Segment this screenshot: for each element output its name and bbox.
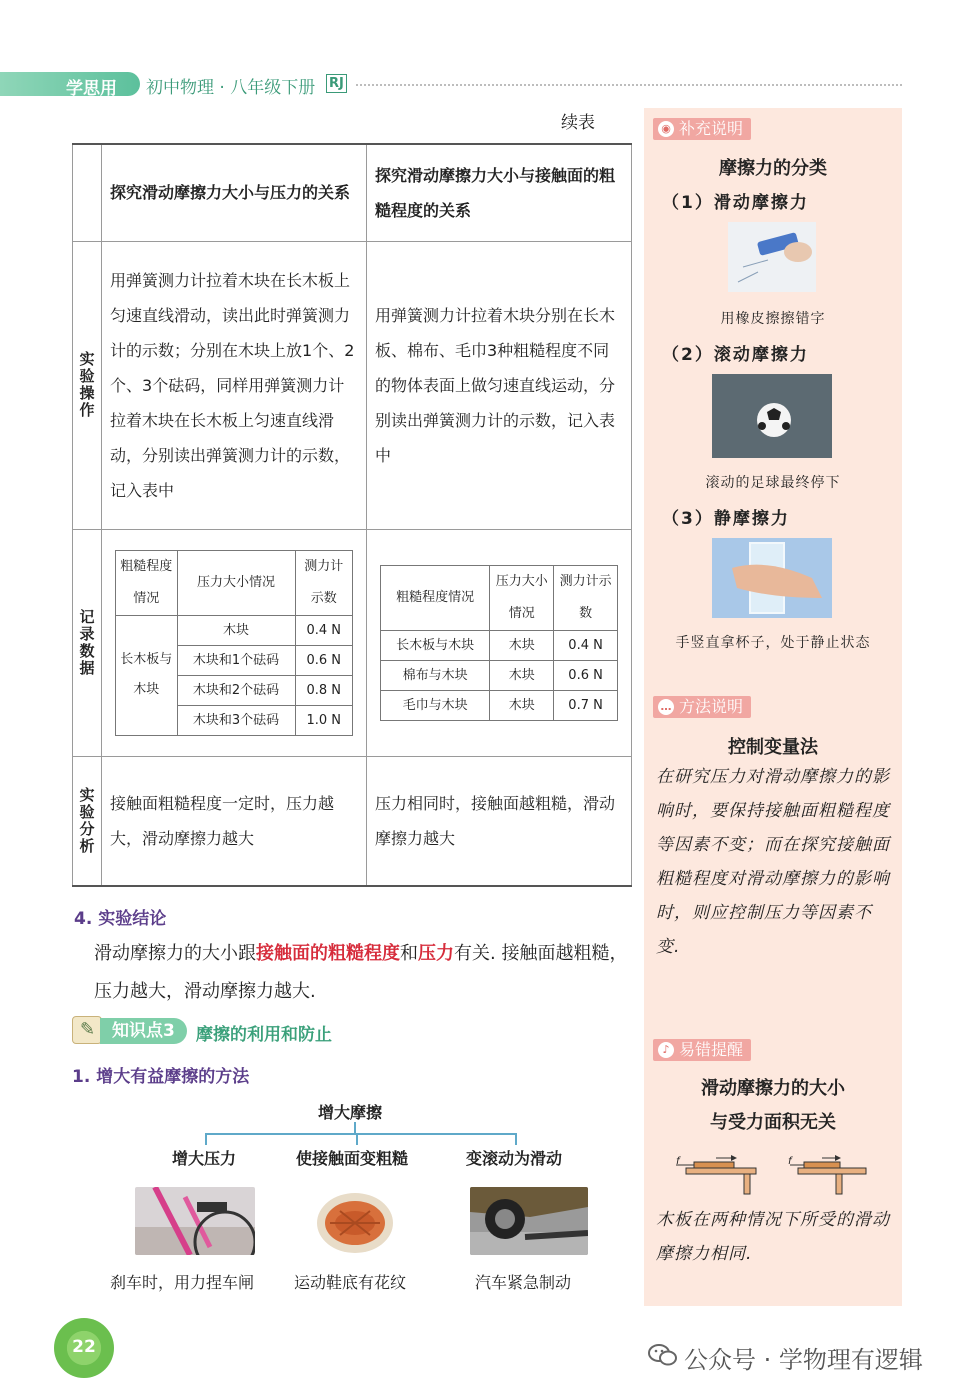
tree-connector-mid — [356, 1133, 358, 1145]
warning-title-line2: 与受力面积无关 — [710, 1112, 836, 1133]
record2-reading-2: 0.7 N — [554, 690, 618, 720]
conclusion-heading: 4. 实验结论 — [74, 909, 167, 929]
experiment-table — [72, 143, 632, 887]
col-header-roughness: 探究滑动摩擦力大小与接触面的粗糙程度的关系 — [367, 144, 632, 241]
header-divider — [356, 84, 902, 86]
knowledge-point-title: 摩擦的利用和防止 — [196, 1025, 332, 1045]
record1-reading-0: 0.4 N — [295, 615, 353, 645]
analysis-col2: 压力相同时，接触面越粗糙，滑动摩擦力越大 — [367, 756, 632, 886]
bell-icon: ♪ — [658, 1042, 674, 1058]
wechat-icon — [648, 1342, 678, 1368]
record2-header-surface: 粗糙程度情况 — [381, 565, 490, 630]
friction-type-2: （2）滚动摩擦力 — [662, 345, 809, 365]
record-table-pressure — [115, 550, 353, 736]
record1-surface-cell: 长木板与木块 — [116, 615, 178, 735]
board-diagram-right — [790, 1158, 866, 1194]
tag-supplement-label: 补充说明 — [679, 119, 744, 138]
record2-reading-1: 0.6 N — [554, 660, 618, 690]
record1-header-pressure: 压力大小情况 — [177, 550, 295, 615]
section1-heading: 1. 增大有益摩擦的方法 — [72, 1067, 250, 1087]
warning-text: 木板在两种情况下所受的滑动摩擦力相同. — [656, 1210, 890, 1264]
record-table-roughness — [380, 565, 618, 721]
tag-supplement — [653, 118, 751, 140]
operation-col2: 用弹簧测力计拉着木块分别在长木板、棉布、毛巾3种粗糙程度不同的物体表面上做匀速直线运动，分别读出弹簧测力计的示数，记入表中 — [367, 241, 632, 529]
row-label-operation: 实验操作 — [73, 241, 102, 529]
record1-header-surface: 粗糙程度情况 — [116, 550, 178, 615]
record2-pressure-1: 木块 — [490, 660, 554, 690]
info-icon: ◉ — [658, 121, 674, 137]
knowledge-point-label: 知识点3 — [100, 1018, 187, 1044]
tag-warning — [653, 1039, 751, 1061]
warning-title-line1: 滑动摩擦力的大小 — [701, 1078, 845, 1099]
friction-type-1: （1）滑动摩擦力 — [662, 193, 809, 213]
tree-connector-left — [205, 1133, 207, 1145]
tag-warning-label: 易错提醒 — [679, 1040, 744, 1059]
record1-pressure-2: 木块和2个砝码 — [177, 675, 295, 705]
col-header-pressure: 探究滑动摩擦力大小与压力的关系 — [102, 144, 367, 241]
board-diagram — [672, 1150, 872, 1198]
football-photo — [712, 374, 832, 458]
conclusion-part2: 和 — [400, 943, 418, 964]
record2-pressure-0: 木块 — [490, 630, 554, 660]
friction-caption-3: 手竖直拿杯子，处于静止状态 — [675, 635, 871, 651]
force-label-left: f — [676, 1156, 680, 1167]
eraser-photo — [728, 222, 816, 292]
caption-brake: 刹车时，用力捏车闸 — [110, 1273, 255, 1292]
record1-reading-2: 0.8 N — [295, 675, 353, 705]
row-label-data: 记录数据 — [73, 529, 102, 756]
caption-car: 汽车紧急制动 — [475, 1273, 572, 1292]
record2-header-pressure: 压力大小情况 — [490, 565, 554, 630]
bicycle-brake-photo — [135, 1187, 255, 1255]
force-label-right: f — [788, 1156, 792, 1167]
analysis-col1: 接触面粗糙程度一定时，压力越大，滑动摩擦力越大 — [102, 756, 367, 886]
friction-caption-2: 滚动的足球最终停下 — [705, 475, 841, 491]
sneaker-sole-photo — [300, 1187, 410, 1257]
board-diagram-left — [676, 1158, 756, 1194]
method-title: 控制变量法 — [728, 737, 818, 758]
record2-header-reading: 测力计示数 — [554, 565, 618, 630]
tree-connector-right — [515, 1133, 517, 1145]
car-braking-photo — [470, 1187, 588, 1255]
conclusion-highlight-pressure: 压力 — [418, 943, 454, 964]
tag-method-label: 方法说明 — [679, 697, 744, 716]
conclusion-part1: 滑动摩擦力的大小跟 — [94, 943, 256, 964]
conclusion-highlight-roughness: 接触面的粗糙程度 — [256, 943, 400, 964]
record1-reading-3: 1.0 N — [295, 705, 353, 735]
tree-branch-pressure: 增大压力 — [172, 1149, 237, 1168]
friction-type-3: （3）静摩擦力 — [662, 509, 790, 529]
friction-caption-1: 用橡皮擦擦错字 — [720, 311, 826, 327]
caption-sneaker: 运动鞋底有花纹 — [294, 1273, 407, 1292]
record2-pressure-2: 木块 — [490, 690, 554, 720]
pencil-icon — [72, 1016, 102, 1044]
tree-root: 增大摩擦 — [318, 1103, 383, 1122]
corner-cell — [73, 144, 102, 241]
record1-pressure-0: 木块 — [177, 615, 295, 645]
page-number: 22 — [72, 1337, 96, 1357]
tree-connector-horizontal — [205, 1133, 517, 1135]
record1-pressure-1: 木块和1个砝码 — [177, 645, 295, 675]
data-col2 — [367, 529, 632, 756]
operation-col1: 用弹簧测力计拉着木块在长木板上匀速直线滑动，读出此时弹簧测力计的示数；分别在木块上放1个、2个、3个砝码，同样用弹簧测力计拉着木块在长木板上匀速直线滑动，分别读出弹簧测力计的示数，记入表中 — [102, 241, 367, 529]
row-label-analysis: 实验分析 — [73, 756, 102, 886]
tree-branch-rough: 使接触面变粗糙 — [296, 1149, 409, 1168]
data-col1 — [102, 529, 367, 756]
record2-surface-1: 棉布与木块 — [381, 660, 490, 690]
record2-surface-0: 长木板与木块 — [381, 630, 490, 660]
record1-pressure-3: 木块和3个砝码 — [177, 705, 295, 735]
method-text: 在研究压力对滑动摩擦力的影响时，要保持接触面粗糙程度等因素不变；而在探究接触面粗糙程度对滑动摩擦力的影响时，则应控制压力等因素不变. — [656, 767, 890, 957]
record1-reading-1: 0.6 N — [295, 645, 353, 675]
watermark-text: 公众号 · 学物理有逻辑 — [684, 1346, 923, 1374]
page-number-badge — [54, 1318, 114, 1378]
record1-header-reading: 测力计示数 — [295, 550, 353, 615]
chat-icon: … — [658, 699, 674, 715]
supplement-title: 摩擦力的分类 — [719, 158, 827, 179]
header-title: 初中物理 · 八年级下册 — [146, 78, 316, 98]
tag-method — [653, 696, 751, 718]
record2-reading-0: 0.4 N — [554, 630, 618, 660]
record2-surface-2: 毛巾与木块 — [381, 690, 490, 720]
tree-branch-sliding: 变滚动为滑动 — [466, 1149, 563, 1168]
edition-badge: RJ — [326, 74, 347, 93]
cup-in-hand-photo — [712, 538, 832, 618]
conclusion-text — [94, 935, 639, 1011]
continued-label: 续表 — [561, 113, 595, 133]
header-brand: 学思用 — [66, 79, 117, 99]
conclusion-part3: 有关. 接触面越粗糙，压力越大，滑动摩擦力越大. — [94, 943, 628, 1002]
